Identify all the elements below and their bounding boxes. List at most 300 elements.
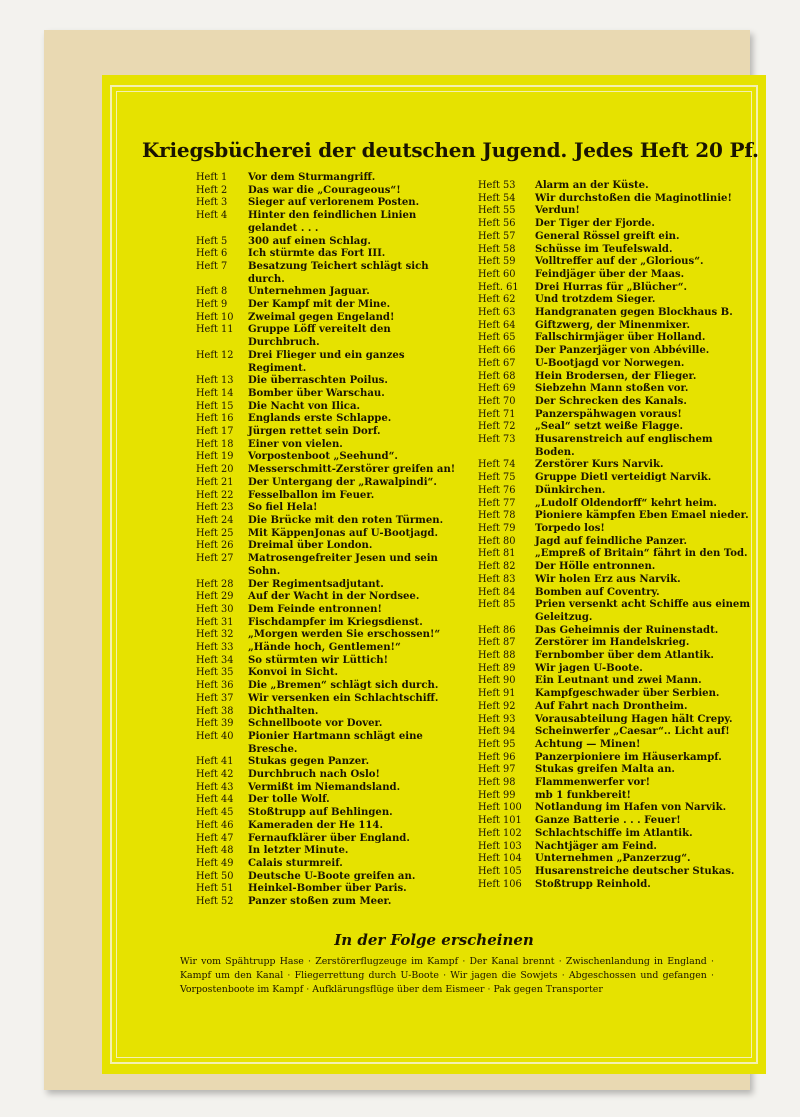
heft-title: Kameraden der He 114. <box>248 819 383 831</box>
heft-number: Heft 56 <box>478 218 516 230</box>
heft-title: Dichthalten. <box>248 705 319 717</box>
heft-title: Deutsche U-Boote greifen an. <box>248 870 416 882</box>
heft-title: U-Bootjagd vor Norwegen. <box>535 357 685 369</box>
list-item <box>478 205 752 218</box>
upcoming-heading: In der Folge erscheinen <box>334 931 534 949</box>
heft-title: Fernaufklärer über England. <box>248 832 410 844</box>
list-item <box>196 401 464 414</box>
list-item <box>196 667 464 680</box>
heft-number: Heft 18 <box>196 438 234 450</box>
heft-number: Heft 78 <box>478 510 516 522</box>
heft-title: Bomben auf Coventry. <box>535 586 660 598</box>
list-item <box>196 439 464 452</box>
heft-number: Heft 79 <box>478 522 516 534</box>
heft-title: Englands erste Schlappe. <box>248 413 392 425</box>
list-item <box>196 731 464 756</box>
heft-title: Panzerspähwagen voraus! <box>535 408 682 420</box>
heft-number: Heft 47 <box>196 832 234 844</box>
heft-title: Stukas gegen Panzer. <box>248 756 370 768</box>
heft-title: Zerstörer Kurs Narvik. <box>535 459 664 471</box>
heft-number: Heft 38 <box>196 705 234 717</box>
list-item <box>196 375 464 388</box>
heft-title: Vorausabteilung Hagen hält Crepy. <box>535 713 733 725</box>
heft-number: Heft 4 <box>196 210 228 222</box>
list-item <box>196 464 464 477</box>
heft-title: „Hände hoch, Gentlemen!“ <box>248 642 401 654</box>
list-item <box>196 579 464 592</box>
heft-number: Heft 91 <box>478 688 516 700</box>
heft-number: Heft 30 <box>196 603 234 615</box>
list-item <box>196 820 464 833</box>
heft-number: Heft 86 <box>478 624 516 636</box>
heft-title: Der Regimentsadjutant. <box>248 578 384 590</box>
list-item <box>478 802 752 815</box>
list-item <box>478 777 752 790</box>
heft-number: Heft 66 <box>478 345 516 357</box>
heft-number: Heft 40 <box>196 730 234 742</box>
list-item <box>478 879 752 892</box>
heft-number: Heft 65 <box>478 332 516 344</box>
heft-number: Heft 10 <box>196 311 234 323</box>
list-item <box>196 769 464 782</box>
list-item <box>478 345 752 358</box>
list-item <box>196 451 464 464</box>
heft-title: General Rössel greift ein. <box>535 230 680 242</box>
heft-list-right <box>478 180 752 891</box>
heft-title: „Empreß of Britain“ fährt in den Tod. <box>535 548 748 560</box>
heft-number: Heft 95 <box>478 738 516 750</box>
heft-title: Zerstörer im Handelskrieg. <box>535 637 690 649</box>
heft-number: Heft 53 <box>478 180 516 191</box>
heft-number: Heft 82 <box>478 561 516 573</box>
heft-number: Heft 16 <box>196 413 234 425</box>
heft-title: Wir versenken ein Schlachtschiff. <box>248 692 439 704</box>
heft-title: Alarm an der Küste. <box>535 180 649 191</box>
heft-title: Scheinwerfer „Caesar“.. Licht auf! <box>535 726 730 738</box>
heft-title: Ich stürmte das Fort III. <box>248 248 386 260</box>
heft-number: Heft 33 <box>196 642 234 654</box>
heft-title: Flammenwerfer vor! <box>535 777 651 789</box>
list-item <box>478 790 752 803</box>
list-item <box>196 528 464 541</box>
list-item <box>478 421 752 434</box>
heft-number: Heft 27 <box>196 553 234 565</box>
heft-title: Ganze Batterie . . . Feuer! <box>535 815 681 827</box>
list-item <box>478 510 752 523</box>
heft-number: Heft 22 <box>196 489 234 501</box>
heft-number: Heft 1 <box>196 172 228 183</box>
heft-number: Heft 67 <box>478 357 516 369</box>
list-item <box>478 650 752 663</box>
heft-title: Zweimal gegen Engeland! <box>248 311 395 323</box>
heft-title: Durchbruch nach Oslo! <box>248 769 380 781</box>
heft-number: Heft 54 <box>478 192 516 204</box>
heft-number: Heft 48 <box>196 845 234 857</box>
heft-title: Hein Brodersen, der Flieger. <box>535 370 697 382</box>
heft-title: Unternehmen Jaguar. <box>248 286 370 298</box>
list-item <box>478 714 752 727</box>
list-item <box>196 210 464 235</box>
heft-number: Heft 85 <box>478 599 516 611</box>
list-item <box>478 587 752 600</box>
heft-number: Heft 100 <box>478 802 522 814</box>
heft-title: Ein Leutnant und zwei Mann. <box>535 675 702 687</box>
heft-title: Der Kampf mit der Mine. <box>248 299 391 311</box>
heft-number: Heft 101 <box>478 815 522 827</box>
heft-title: Fallschirmjäger über Holland. <box>535 332 706 344</box>
page-title: Kriegsbücherei der deutschen Jugend. Jedes Heft 20 Pf. <box>142 138 759 162</box>
list-item <box>478 548 752 561</box>
heft-list-left <box>196 172 464 909</box>
heft-number: Heft 59 <box>478 256 516 268</box>
heft-title: Schlachtschiffe im Atlantik. <box>535 827 693 839</box>
heft-number: Heft 74 <box>478 459 516 471</box>
heft-title: Siebzehn Mann stoßen vor. <box>535 383 689 395</box>
list-item <box>478 764 752 777</box>
heft-number: Heft 34 <box>196 654 234 666</box>
list-item <box>196 312 464 325</box>
heft-number: Heft 42 <box>196 769 234 781</box>
list-item <box>478 815 752 828</box>
heft-number: Heft 32 <box>196 629 234 641</box>
list-item <box>478 663 752 676</box>
booklet-back-cover <box>44 30 759 1090</box>
heft-number: Heft 8 <box>196 286 228 298</box>
heft-title: Fischdampfer im Kriegsdienst. <box>248 616 423 628</box>
heft-number: Heft 60 <box>478 268 516 280</box>
heft-title: Vermißt im Niemandsland. <box>248 781 401 793</box>
heft-title: Jagd auf feindliche Panzer. <box>535 535 688 547</box>
heft-number: Heft 36 <box>196 680 234 692</box>
list-item <box>478 828 752 841</box>
list-item <box>196 236 464 249</box>
heft-title: Mit KäppenJonas auf U-Bootjagd. <box>248 527 438 539</box>
list-item <box>196 477 464 490</box>
heft-title: Wir jagen U-Boote. <box>535 662 643 674</box>
list-item <box>196 782 464 795</box>
heft-number: Heft 12 <box>196 349 234 361</box>
list-item <box>196 693 464 706</box>
list-item <box>196 642 464 655</box>
heft-title: Auf Fahrt nach Drontheim. <box>535 700 688 712</box>
list-item <box>478 523 752 536</box>
heft-number: Heft 2 <box>196 184 228 196</box>
list-item <box>196 324 464 349</box>
heft-number: Heft 11 <box>196 324 234 336</box>
list-item <box>478 637 752 650</box>
list-item <box>478 383 752 396</box>
list-item <box>478 244 752 257</box>
heft-title: Der Panzerjäger von Abbéville. <box>535 345 710 357</box>
heft-title: Handgranaten gegen Blockhaus B. <box>535 307 733 319</box>
heft-title: Panzerpioniere im Häuserkampf. <box>535 751 722 763</box>
heft-number: Heft 20 <box>196 464 234 476</box>
heft-title: 300 auf einen Schlag. <box>248 235 371 247</box>
heft-title: Der Untergang der „Rawalpindi“. <box>248 476 437 488</box>
list-item <box>478 841 752 854</box>
heft-number: Heft 28 <box>196 578 234 590</box>
heft-number: Heft. 61 <box>478 281 519 293</box>
heft-title: mb 1 funkbereit! <box>535 789 631 801</box>
list-item <box>478 485 752 498</box>
list-item <box>478 599 752 624</box>
heft-number: Heft 64 <box>478 319 516 331</box>
heft-number: Heft 44 <box>196 794 234 806</box>
heft-title: Die Nacht von Ilica. <box>248 400 360 412</box>
list-item <box>196 604 464 617</box>
heft-number: Heft 84 <box>478 586 516 598</box>
upcoming-text: Wir vom Spähtrupp Hase · Zerstörerflugzeuge im Kampf · Der Kanal brennt · Zwischenlandung in England · Kampf um den Kanal · Fliegerrettung durch U-Boote · Wir jagen die Sowjets · Abgeschossen und gefangen · Vorpostenboote im Kampf · Aufklärungsflüge über dem Eismeer · Pak gegen Transporter <box>180 956 714 995</box>
heft-title: „Seal“ setzt weiße Flagge. <box>535 421 684 433</box>
list-item <box>478 472 752 485</box>
heft-number: Heft 15 <box>196 400 234 412</box>
heft-number: Heft 94 <box>478 726 516 738</box>
heft-number: Heft 68 <box>478 370 516 382</box>
heft-title: Einer von vielen. <box>248 438 343 450</box>
heft-title: Calais sturmreif. <box>248 857 343 869</box>
list-item <box>478 574 752 587</box>
list-item <box>196 299 464 312</box>
list-item <box>478 256 752 269</box>
heft-number: Heft 51 <box>196 883 234 895</box>
list-item <box>196 794 464 807</box>
list-item <box>196 833 464 846</box>
list-item <box>196 172 464 185</box>
heft-number: Heft 23 <box>196 502 234 514</box>
heft-title: Prien versenkt acht Schiffe aus einem Geleitzug. <box>535 599 751 623</box>
list-item <box>478 358 752 371</box>
heft-title: Fesselballon im Feuer. <box>248 489 375 501</box>
heft-number: Heft 77 <box>478 497 516 509</box>
heft-title: Sieger auf verlorenem Posten. <box>248 197 420 209</box>
list-item <box>196 756 464 769</box>
heft-number: Heft 19 <box>196 451 234 463</box>
heft-number: Heft 75 <box>478 472 516 484</box>
heft-title: Heinkel-Bomber über Paris. <box>248 883 407 895</box>
heft-title: Hinter den feindlichen Linien gelandet . . . <box>248 210 417 234</box>
heft-title: Notlandung im Hafen von Narvik. <box>535 802 727 814</box>
heft-title: Gruppe Dietl verteidigt Narvik. <box>535 472 712 484</box>
list-item <box>196 502 464 515</box>
list-item <box>478 866 752 879</box>
list-item <box>478 396 752 409</box>
heft-title: Matrosengefreiter Jesen und sein Sohn. <box>248 553 438 577</box>
heft-number: Heft 69 <box>478 383 516 395</box>
heft-number: Heft 55 <box>478 205 516 217</box>
heft-title: Husarenstreich auf englischem Boden. <box>535 434 713 458</box>
heft-number: Heft 29 <box>196 591 234 603</box>
heft-title: So stürmten wir Lüttich! <box>248 654 389 666</box>
heft-title: Schnellboote vor Dover. <box>248 718 383 730</box>
heft-title: Der Tiger der Fjorde. <box>535 218 655 230</box>
list-item <box>196 540 464 553</box>
list-item <box>196 286 464 299</box>
heft-title: Pioniere kämpfen Eben Emael nieder. <box>535 510 749 522</box>
heft-number: Heft 26 <box>196 540 234 552</box>
heft-title: Stoßtrupp auf Behlingen. <box>248 807 393 819</box>
list-item <box>196 591 464 604</box>
list-item <box>196 845 464 858</box>
heft-title: Dreimal über London. <box>248 540 373 552</box>
heft-title: Drei Hurras für „Blücher“. <box>535 281 688 293</box>
heft-number: Heft 21 <box>196 476 234 488</box>
heft-title: Kampfgeschwader über Serbien. <box>535 688 720 700</box>
heft-number: Heft 96 <box>478 751 516 763</box>
heft-number: Heft 6 <box>196 248 228 260</box>
heft-title: Die überraschten Poilus. <box>248 375 388 387</box>
list-item <box>478 218 752 231</box>
heft-title: Unternehmen „Panzerzug“. <box>535 853 691 865</box>
heft-number: Heft 92 <box>478 700 516 712</box>
list-item <box>478 282 752 295</box>
heft-number: Heft 31 <box>196 616 234 628</box>
list-item <box>478 193 752 206</box>
list-item <box>196 185 464 198</box>
list-item <box>196 883 464 896</box>
heft-number: Heft 83 <box>478 573 516 585</box>
heft-number: Heft 49 <box>196 857 234 869</box>
heft-title: Wir holen Erz aus Narvik. <box>535 573 681 585</box>
heft-title: Vorpostenboot „Seehund“. <box>248 451 398 463</box>
list-item <box>478 536 752 549</box>
heft-title: Verdun! <box>535 205 580 217</box>
heft-number: Heft 73 <box>478 434 516 446</box>
heft-number: Heft 87 <box>478 637 516 649</box>
heft-title: Drei Flieger und ein ganzes Regiment. <box>248 349 405 374</box>
list-item <box>478 726 752 739</box>
heft-title: Der Schrecken des Kanals. <box>535 395 687 407</box>
list-item <box>478 561 752 574</box>
heft-number: Heft 63 <box>478 307 516 319</box>
list-item <box>196 261 464 286</box>
heft-number: Heft 106 <box>478 878 522 890</box>
heft-title: Fernbomber über dem Atlantik. <box>535 650 714 662</box>
list-item <box>196 871 464 884</box>
list-item <box>196 413 464 426</box>
list-item <box>478 231 752 244</box>
heft-title: Feindjäger über der Maas. <box>535 268 685 280</box>
list-item <box>478 701 752 714</box>
heft-number: Heft 39 <box>196 718 234 730</box>
list-item <box>196 706 464 719</box>
list-item <box>196 388 464 401</box>
heft-title: Messerschmitt-Zerstörer greifen an! <box>248 464 456 476</box>
heft-number: Heft 93 <box>478 713 516 725</box>
list-item <box>478 498 752 511</box>
list-item <box>196 248 464 261</box>
heft-number: Heft 52 <box>196 896 234 908</box>
list-item <box>478 332 752 345</box>
heft-number: Heft 81 <box>478 548 516 560</box>
heft-number: Heft 57 <box>478 230 516 242</box>
heft-number: Heft 80 <box>478 535 516 547</box>
heft-title: Die Brücke mit den roten Türmen. <box>248 514 444 526</box>
list-item <box>196 617 464 630</box>
heft-number: Heft 50 <box>196 870 234 882</box>
heft-title: Achtung — Minen! <box>535 738 641 750</box>
heft-number: Heft 99 <box>478 789 516 801</box>
heft-title: Der tolle Wolf. <box>248 794 330 806</box>
list-item <box>478 320 752 333</box>
list-item <box>196 858 464 871</box>
heft-number: Heft 104 <box>478 853 522 865</box>
heft-title: Der Hölle entronnen. <box>535 561 656 573</box>
heft-number: Heft 35 <box>196 667 234 679</box>
list-item <box>196 553 464 578</box>
heft-number: Heft 3 <box>196 197 228 209</box>
heft-title: Torpedo los! <box>535 522 605 534</box>
heft-title: Das Geheimnis der Ruinenstadt. <box>535 624 719 636</box>
heft-number: Heft 5 <box>196 235 228 247</box>
heft-number: Heft 58 <box>478 243 516 255</box>
list-item <box>478 853 752 866</box>
heft-number: Heft 97 <box>478 764 516 776</box>
heft-number: Heft 105 <box>478 865 522 877</box>
heft-number: Heft 98 <box>478 777 516 789</box>
heft-title: Stukas greifen Malta an. <box>535 764 675 776</box>
list-item <box>478 625 752 638</box>
list-item <box>478 180 752 193</box>
list-item <box>196 807 464 820</box>
heft-number: Heft 14 <box>196 387 234 399</box>
heft-number: Heft 62 <box>478 294 516 306</box>
list-item <box>478 409 752 422</box>
list-item <box>478 739 752 752</box>
heft-number: Heft 24 <box>196 514 234 526</box>
heft-title: In letzter Minute. <box>248 845 349 857</box>
list-item <box>478 688 752 701</box>
list-item <box>196 515 464 528</box>
heft-number: Heft 89 <box>478 662 516 674</box>
heft-title: Dem Feinde entronnen! <box>248 603 382 615</box>
heft-title: Jürgen rettet sein Dorf. <box>248 426 381 438</box>
heft-title: Die „Bremen“ schlägt sich durch. <box>248 680 439 692</box>
heft-number: Heft 102 <box>478 827 522 839</box>
heft-title: Das war die „Courageous“! <box>248 184 401 196</box>
heft-title: Volltreffer auf der „Glorious“. <box>535 256 704 268</box>
list-item <box>196 896 464 909</box>
heft-title: Wir durchstoßen die Maginotlinie! <box>535 192 732 204</box>
heft-number: Heft 76 <box>478 484 516 496</box>
heft-number: Heft 25 <box>196 527 234 539</box>
heft-number: Heft 45 <box>196 807 234 819</box>
list-item <box>478 307 752 320</box>
list-item <box>196 350 464 375</box>
heft-title: Nachtjäger am Feind. <box>535 840 657 852</box>
heft-title: Stoßtrupp Reinhold. <box>535 878 651 890</box>
heft-title: Schüsse im Teufelswald. <box>535 243 673 255</box>
list-item <box>196 197 464 210</box>
heft-number: Heft 103 <box>478 840 522 852</box>
list-item <box>478 752 752 765</box>
heft-number: Heft 72 <box>478 421 516 433</box>
heft-number: Heft 90 <box>478 675 516 687</box>
list-item <box>478 371 752 384</box>
heft-number: Heft 88 <box>478 650 516 662</box>
heft-title: Husarenstreiche deutscher Stukas. <box>535 865 735 877</box>
heft-title: Konvoi in Sicht. <box>248 667 339 679</box>
heft-title: Vor dem Sturmangriff. <box>248 172 376 183</box>
heft-title: Besatzung Teichert schlägt sich durch. <box>248 260 429 285</box>
heft-number: Heft 9 <box>196 299 228 311</box>
heft-title: Dünkirchen. <box>535 484 606 496</box>
list-item <box>478 459 752 472</box>
heft-number: Heft 46 <box>196 819 234 831</box>
heft-number: Heft 70 <box>478 395 516 407</box>
heft-title: Giftzwerg, der Minenmixer. <box>535 319 690 331</box>
list-item <box>196 655 464 668</box>
heft-number: Heft 71 <box>478 408 516 420</box>
